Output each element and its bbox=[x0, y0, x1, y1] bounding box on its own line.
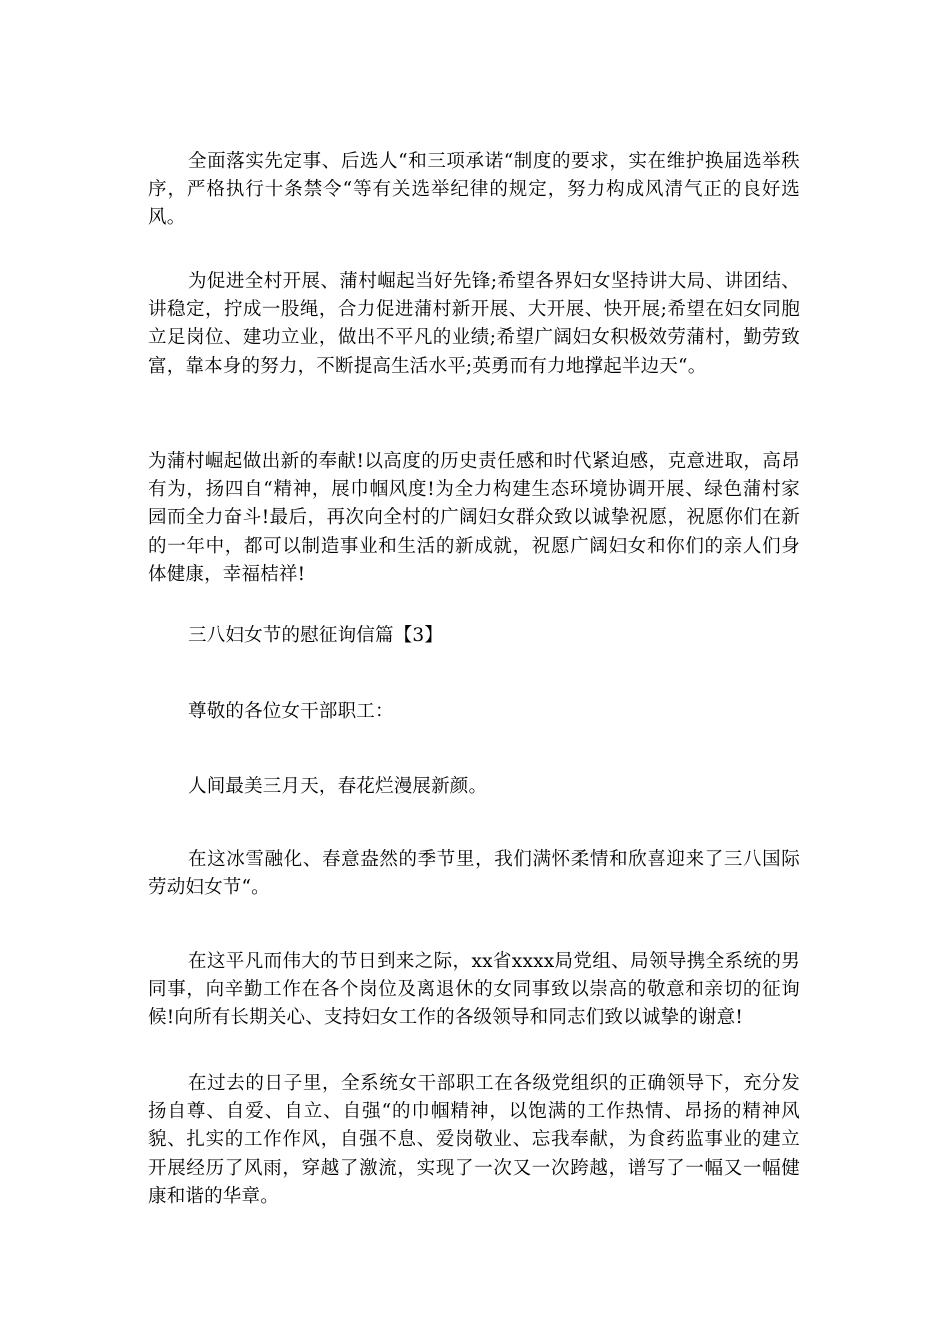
paragraph-contribution: 为蒲村崛起做出新的奉献!以高度的历史责任感和时代紧迫感，克意进取，高昂有为，扬四自“精神，展巾帼风度!为全力构建生态环境协调开展、绿色蒲村家园而全力奋斗!最后，再次向全村的广阔妇女群众致以诚挚祝愿，祝愿你们在新的一年中，都可以制造事业和生活的新成就，祝愿广阔妇女和你们的亲人们身体健康，幸福桔祥! bbox=[148, 451, 800, 585]
paragraph-greetings: 在这平凡而伟大的节日到来之际，xx省xxxx局党组、局领导携全系统的男同事，向辛勤工作在各个岗位及离退休的女同事致以崇高的敬意和亲切的征询候!向所有长期关心、支持妇女工作的各级领导和同志们致以诚挚的谢意! bbox=[148, 951, 800, 1029]
paragraph-election-rules: 全面落实先定事、后选人“和三项承诺“制度的要求，实在维护换届选举秩序，严格执行十条禁令“等有关选举纪律的规定，努力构成风清气正的良好选风。 bbox=[148, 151, 800, 229]
paragraph-village-hopes: 为促进全村开展、蒲村崛起当好先锋;希望各界妇女坚持讲大局、讲团结、讲稳定，拧成一股绳，合力促进蒲村新开展、大开展、快开展;希望在妇女同胞立足岗位、建功立业，做出不平凡的业绩;希望广阔妇女积极效劳蒲村，勤劳致富，靠本身的努力，不断提高生活水平;英勇而有力地撑起半边天“。 bbox=[148, 271, 800, 377]
paragraph-season: 在这冰雪融化、春意盎然的季节里，我们满怀柔情和欣喜迎来了三八国际劳动妇女节“。 bbox=[148, 849, 800, 899]
paragraph-spring: 人间最美三月天，春花烂漫展新颜。 bbox=[188, 776, 488, 797]
paragraph-achievements: 在过去的日子里，全系统女干部职工在各级党组织的正确领导下，充分发扬自尊、自爱、自立、自强“的巾帼精神，以饱满的工作热情、昂扬的精神风貌、扎实的工作作风，自强不息、爱岗敬业、忘我奉献，为食药监事业的建立开展经历了风雨，穿越了激流，实现了一次又一次跨越，谱写了一幅又一幅健康和谐的华章。 bbox=[148, 1073, 800, 1207]
section-heading: 三八妇女节的慰征询信篇【3】 bbox=[188, 625, 444, 646]
salutation: 尊敬的各位女干部职工： bbox=[188, 701, 394, 722]
